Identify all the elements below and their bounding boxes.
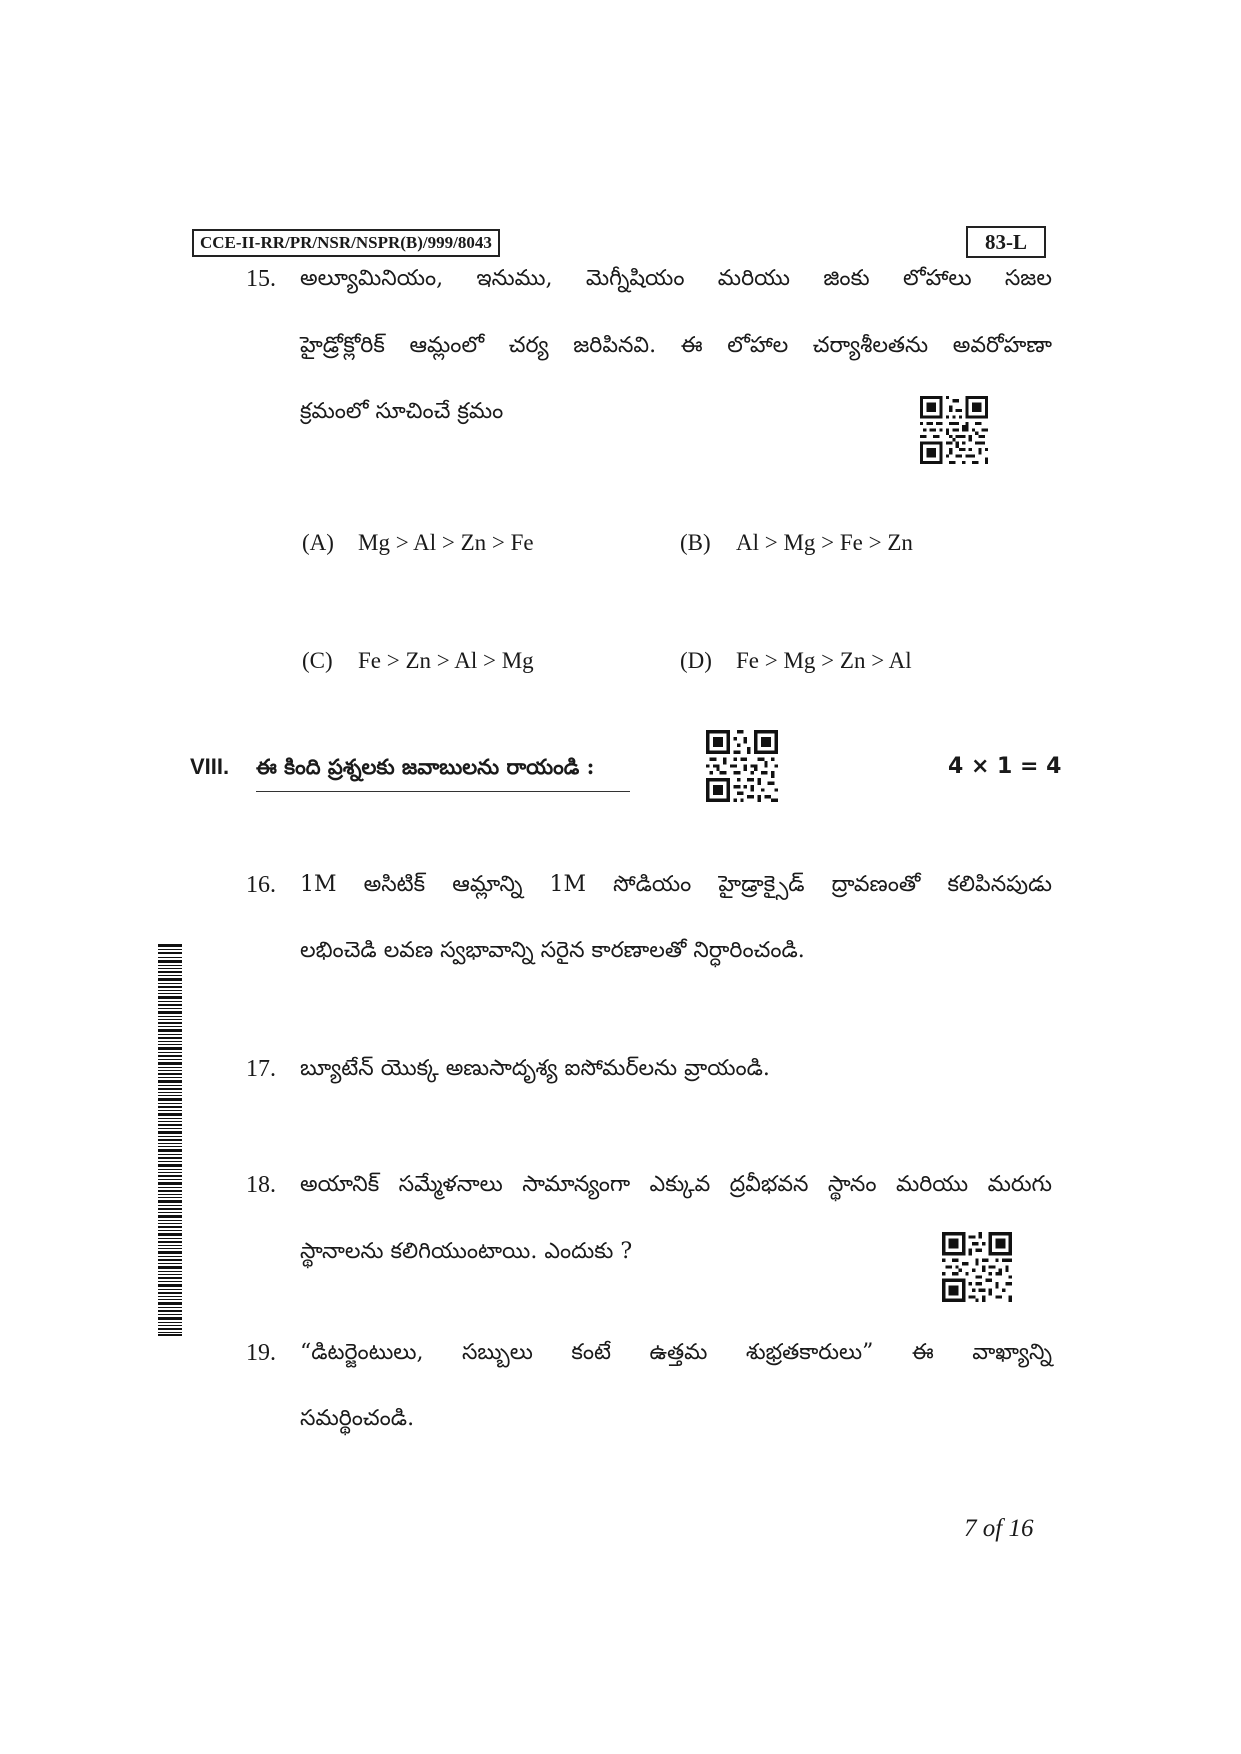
question-number-19: 19. — [246, 1340, 276, 1366]
question-number-16: 16. — [246, 872, 276, 898]
q18-line-1: అయానిక్ సమ్మేళనాలు సామాన్యంగా ఎక్కువ ద్రవీభవన స్థానం మరియు మరుగు — [300, 1172, 1052, 1197]
q15-line-2: హైడ్రోక్లోరిక్ ఆమ్లంలో చర్య జరిపినవి. ఈ లోహాల చర్యాశీలతను అవరోహణా — [300, 333, 1052, 358]
q19-line-2: సమర్థించండి. — [300, 1406, 415, 1431]
paper-code: CCE-II-RR/PR/NSR/NSPR(B)/999/8043 — [192, 229, 500, 257]
section-title-underline — [256, 791, 630, 792]
question-number-18: 18. — [246, 1172, 276, 1198]
q15-line-3: క్రమంలో సూచించే క్రమం — [300, 399, 504, 424]
option-d-text: Fe > Mg > Zn > Al — [736, 648, 912, 673]
q18-line-2: స్థానాలను కలిగియుంటాయి. ఎందుకు ? — [300, 1239, 633, 1264]
q16-line-1: 1M అసిటిక్ ఆమ్లాన్ని 1M సోడియం హైడ్రాక్సైడ్ ద్రావణంతో కలిపినపుడు — [300, 872, 1052, 897]
page-number: 7 of 16 — [964, 1515, 1034, 1542]
option-b-text: Al > Mg > Fe > Zn — [736, 530, 913, 555]
option-a-text: Mg > Al > Zn > Fe — [358, 530, 534, 555]
q17-line-1: బ్యూటేన్ యొక్క అణుసాదృశ్య ఐసోమర్‌లను వ్రాయండి. — [300, 1056, 770, 1081]
section-number: VIII. — [190, 754, 230, 779]
option-c-label: (C) — [302, 648, 333, 673]
q19-line-1: “డిటర్జెంటులు, సబ్బులు కంటే ఉత్తమ శుభ్రతకారులు” ఈ వాఖ్యాన్ని — [300, 1340, 1052, 1365]
option-d — [680, 646, 912, 676]
qr-code — [942, 1232, 1012, 1302]
set-code: 83-L — [966, 226, 1046, 258]
option-b — [680, 528, 913, 558]
option-a-label: (A) — [302, 530, 334, 555]
q16-line-2: లభించెడి లవణ స్వభావాన్ని సరైన కారణాలతో నిర్ధారించండి. — [300, 938, 805, 963]
section-marks: 4 × 1 = 4 — [948, 754, 1062, 779]
question-number-17: 17. — [246, 1056, 276, 1082]
option-b-label: (B) — [680, 530, 711, 555]
barcode — [158, 944, 182, 1336]
option-a — [302, 528, 534, 558]
q15-line-1: అల్యూమినియం, ఇనుము, మెగ్నీషియం మరియు జింకు లోహాలు సజల — [300, 266, 1052, 291]
section-title: ఈ కింది ప్రశ్నలకు జవాబులను రాయండి : — [256, 754, 595, 779]
option-c — [302, 646, 534, 676]
qr-code — [920, 396, 988, 464]
question-number-15: 15. — [246, 266, 276, 292]
option-d-label: (D) — [680, 648, 712, 673]
qr-code — [706, 730, 778, 802]
option-c-text: Fe > Zn > Al > Mg — [358, 648, 534, 673]
